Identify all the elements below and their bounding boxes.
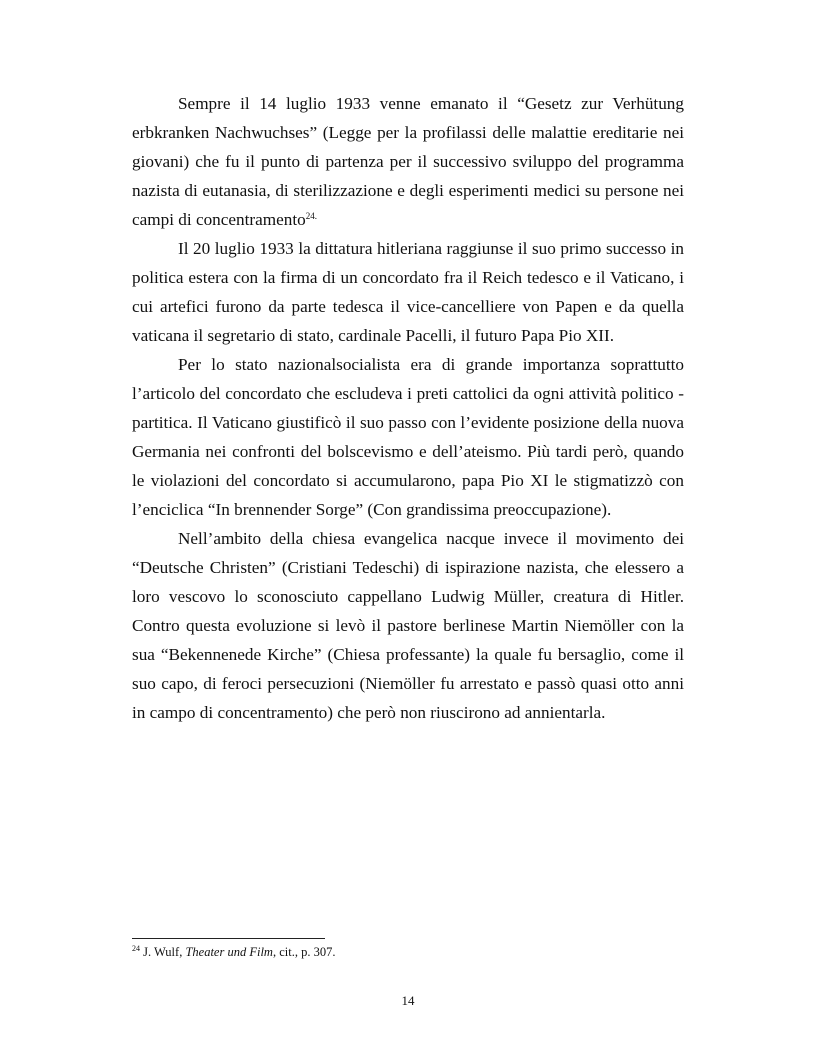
page-number: 14 [401, 993, 415, 1008]
footnote-citation: , cit., p. 307. [272, 945, 336, 959]
paragraph-1: Sempre il 14 luglio 1933 venne emanato il “Gesetz zur Verhütung erbkranken Nachwuchses” (Legge per la profilassi delle malattie ereditarie nei giovani) che fu il punto di partenza per il successivo sviluppo del programma nazista di eutanasia, di sterilizzazione e degli esperimenti medici su persone nei campi di concentramento$^{24.}$ [132, 94, 684, 229]
paragraph-2: Il 20 luglio 1933 la dittatura hitleriana raggiunse il suo primo successo in politica estera con la firma di un concordato fra il Reich tedesco e il Vaticano, i cui artefici furono da parte tedesca il vice-cancelliere von Papen e da quella vaticana il segretario di stato, cardinale Pacelli, il futuro Papa Pio XII. [132, 239, 684, 345]
footnote-reference[interactable]: 24 [305, 211, 315, 221]
footnote-author: J. Wulf, [143, 945, 186, 959]
footnote-title: Theater und Film [185, 945, 273, 959]
footnote-number: 24 [132, 944, 140, 953]
footnote [132, 944, 335, 960]
footnote-separator [132, 938, 325, 939]
paragraph-3: Per lo stato nazionalsocialista era di grande importanza soprattutto l’articolo del concordato che escludeva i preti cattolici da ogni attività politico - partitica. Il Vaticano giustificò il suo passo con l’evidente posizione della nuova Germania nei confronti del bolscevismo e dell’ateismo. Più tardi però, quando le violazioni del concordato si accumularono, papa Pio XI le stigmatizzò con l’enciclica “In brennender Sorge” (Con grandissima preoccupazione). [132, 355, 684, 519]
body-text [132, 89, 684, 727]
paragraph-4: Nell’ambito della chiesa evangelica nacque invece il movimento dei “Deutsche Christen” (Cristiani Tedeschi) di ispirazione nazista, che elessero a loro vescovo lo sconosciuto cappellano Ludwig Müller, creatura di Hitler. Contro questa evoluzione si levò il pastore berlinese Martin Niemöller con la sua “Bekennenede Kirche” (Chiesa professante) la quale fu bersaglio, come il suo capo, di feroci persecuzioni (Niemöller fu arrestato e passò quasi otto anni in campo di concentramento) che però non riuscirono ad annientarla. [132, 529, 684, 722]
